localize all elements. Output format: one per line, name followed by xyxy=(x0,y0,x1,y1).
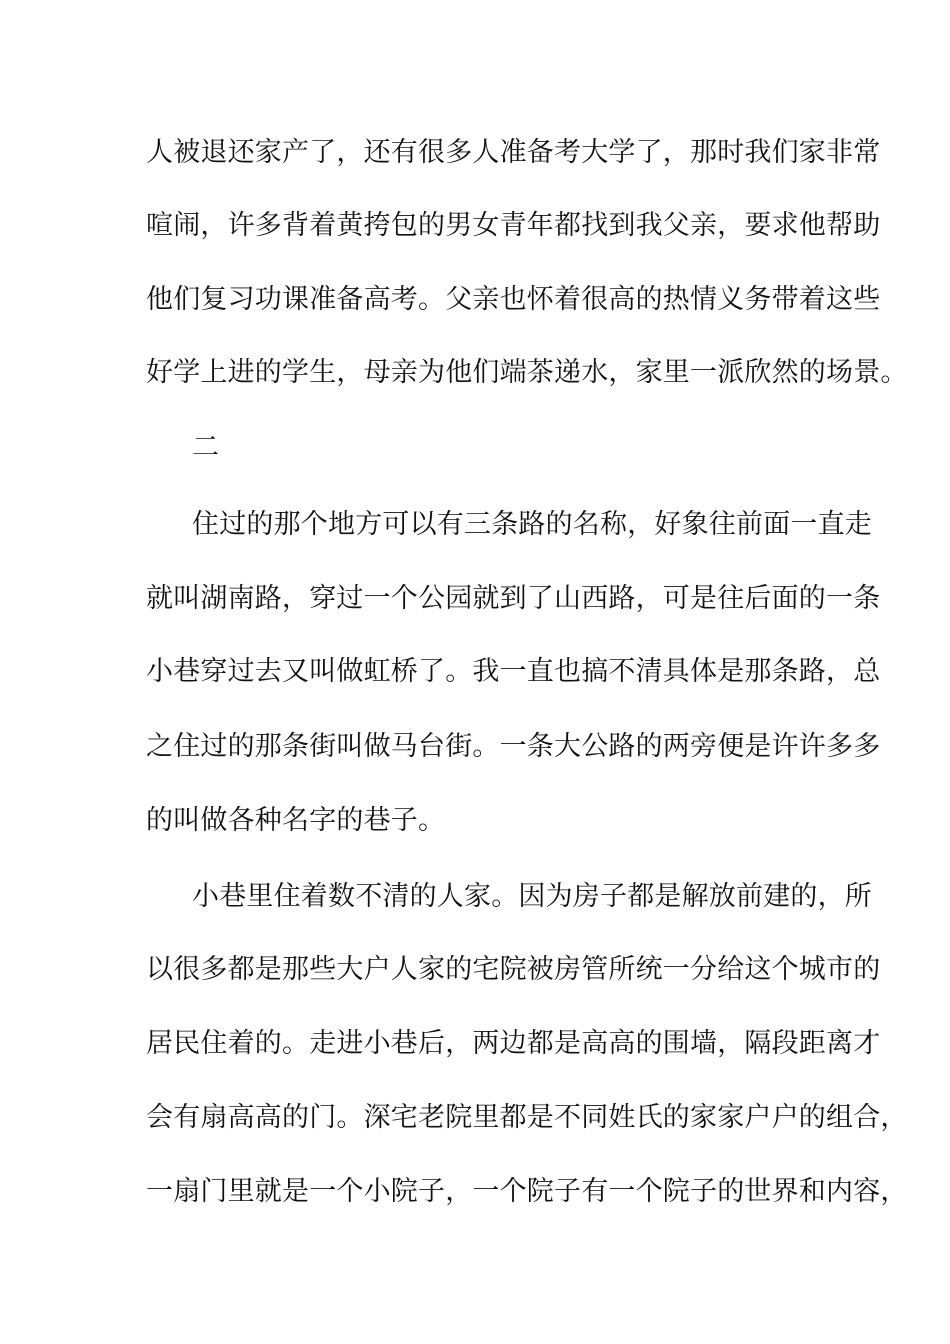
paragraph-line: 的叫做各种名字的巷子。 xyxy=(146,805,446,836)
paragraph-line: 住过的那个地方可以有三条路的名称，好象往前面一直走 xyxy=(192,509,872,540)
section-heading: 二 xyxy=(192,432,220,463)
paragraph-line: 人被退还家产了，还有很多人准备考大学了，那时我们家非常 xyxy=(146,137,881,168)
paragraph-line: 喧闹，许多背着黄挎包的男女青年都找到我父亲，要求他帮助 xyxy=(146,210,881,241)
paragraph-line: 小巷里住着数不清的人家。因为房子都是解放前建的，所 xyxy=(192,881,872,912)
paragraph-line: 他们复习功课准备高考。父亲也怀着很高的热情义务带着这些 xyxy=(146,284,881,315)
paragraph-line: 会有扇高高的门。深宅老院里都是不同姓氏的家家户户的组合， xyxy=(146,1102,908,1133)
paragraph-line: 小巷穿过去又叫做虹桥了。我一直也搞不清具体是那条路，总 xyxy=(146,656,881,687)
paragraph-line: 一扇门里就是一个小院子，一个院子有一个院子的世界和内容， xyxy=(146,1176,908,1207)
paragraph-line: 居民住着的。走进小巷后，两边都是高高的围墙，隔段距离才 xyxy=(146,1028,881,1059)
paragraph-line: 之住过的那条街叫做马台街。一条大公路的两旁便是许许多多 xyxy=(146,731,881,762)
paragraph-line: 就叫湖南路，穿过一个公园就到了山西路，可是往后面的一条 xyxy=(146,583,881,614)
paragraph-line: 以很多都是那些大户人家的宅院被房管所统一分给这个城市的 xyxy=(146,954,881,985)
paragraph-line: 好学上进的学生，母亲为他们端茶递水，家里一派欣然的场景。 xyxy=(146,357,908,388)
